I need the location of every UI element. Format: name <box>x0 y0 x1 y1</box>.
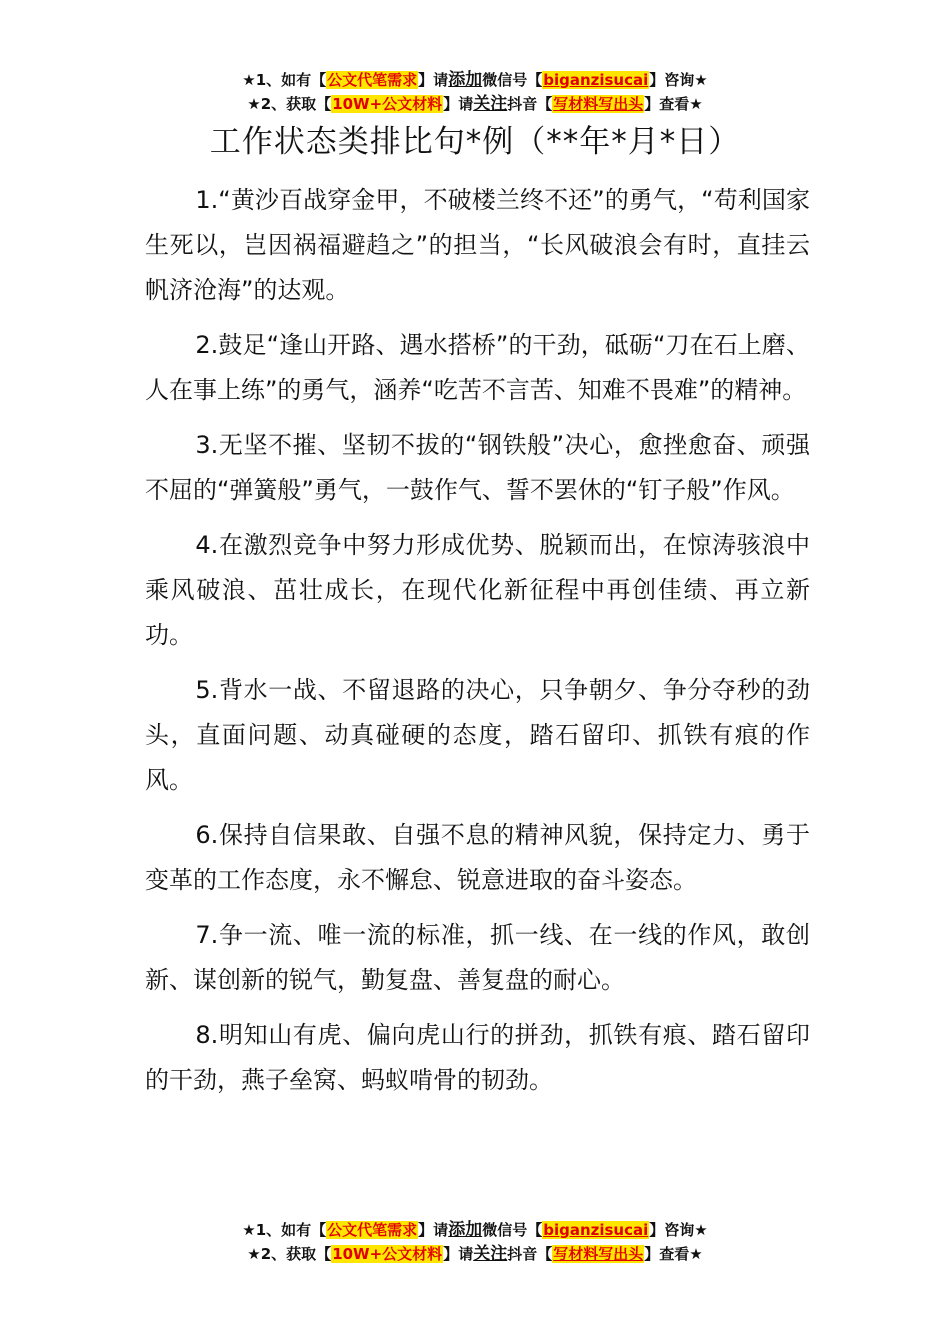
paragraph: 6.保持自信果敢、自强不息的精神风貌，保持定力、勇于变革的工作态度，永不懈怠、锐意进取的奋斗姿态。 <box>145 821 810 894</box>
notice-line-2: ★2、获取【10W+公文材料】请关注抖音【写材料写出头】查看★ <box>247 94 703 114</box>
paragraph: 3.无坚不摧、坚韧不拔的“钢铁般”决心，愈挫愈奋、顽强不屈的“弹簧般”勇气，一鼓作气、誓不罢休的“钉子般”作风。 <box>145 431 810 504</box>
paragraph: 7.争一流、唯一流的标准，抓一线、在一线的作风，敢创新、谋创新的锐气，勤复盘、善复盘的耐心。 <box>145 921 810 994</box>
douyin-account: 写材料写出头 <box>553 1245 644 1263</box>
star-icon: ★ <box>242 1221 256 1239</box>
notice-line-1: ★1、如有【公文代笔需求】请添加微信号【biganzisucai】咨询★ <box>242 1220 708 1240</box>
star-icon: ★ <box>242 71 256 89</box>
service-highlight: 公文代笔需求 <box>327 1221 418 1239</box>
wechat-id: biganzisucai <box>543 71 649 89</box>
paragraph: 8.明知山有虎、偏向虎山行的拼劲，抓铁有痕、踏石留印的干劲，燕子垒窝、蚂蚁啃骨的韧劲。 <box>145 1021 810 1094</box>
wechat-id: biganzisucai <box>543 1221 649 1239</box>
document-body <box>145 178 810 1113</box>
material-highlight: 10W+公文材料 <box>332 95 443 113</box>
notice-line-2: ★2、获取【10W+公文材料】请关注抖音【写材料写出头】查看★ <box>247 1244 703 1264</box>
paragraph: 5.背水一战、不留退路的决心，只争朝夕、争分夺秒的劲头，直面问题、动真碰硬的态度，踏石留印、抓铁有痕的作风。 <box>145 676 810 794</box>
douyin-account: 写材料写出头 <box>553 95 644 113</box>
notice-line-1: ★1、如有【公文代笔需求】请添加微信号【biganzisucai】咨询★ <box>242 70 708 90</box>
star-icon: ★ <box>247 1245 261 1263</box>
header-notice <box>0 68 950 116</box>
footer-notice <box>0 1218 950 1266</box>
service-highlight: 公文代笔需求 <box>327 71 418 89</box>
material-highlight: 10W+公文材料 <box>332 1245 443 1263</box>
star-icon: ★ <box>247 95 261 113</box>
paragraph: 2.鼓足“逢山开路、遇水搭桥”的干劲，砥砺“刀在石上磨、人在事上练”的勇气，涵养“吃苦不言苦、知难不畏难”的精神。 <box>145 331 810 404</box>
page-title: 工作状态类排比句*例（**年*月*日） <box>209 124 741 160</box>
paragraph: 4.在激烈竞争中努力形成优势、脱颖而出，在惊涛骇浪中乘风破浪、茁壮成长，在现代化新征程中再创佳绩、再立新功。 <box>145 531 810 649</box>
paragraph: 1.“黄沙百战穿金甲，不破楼兰终不还”的勇气，“苟利国家生死以，岂因祸福避趋之”的担当，“长风破浪会有时，直挂云帆济沧海”的达观。 <box>145 186 810 304</box>
